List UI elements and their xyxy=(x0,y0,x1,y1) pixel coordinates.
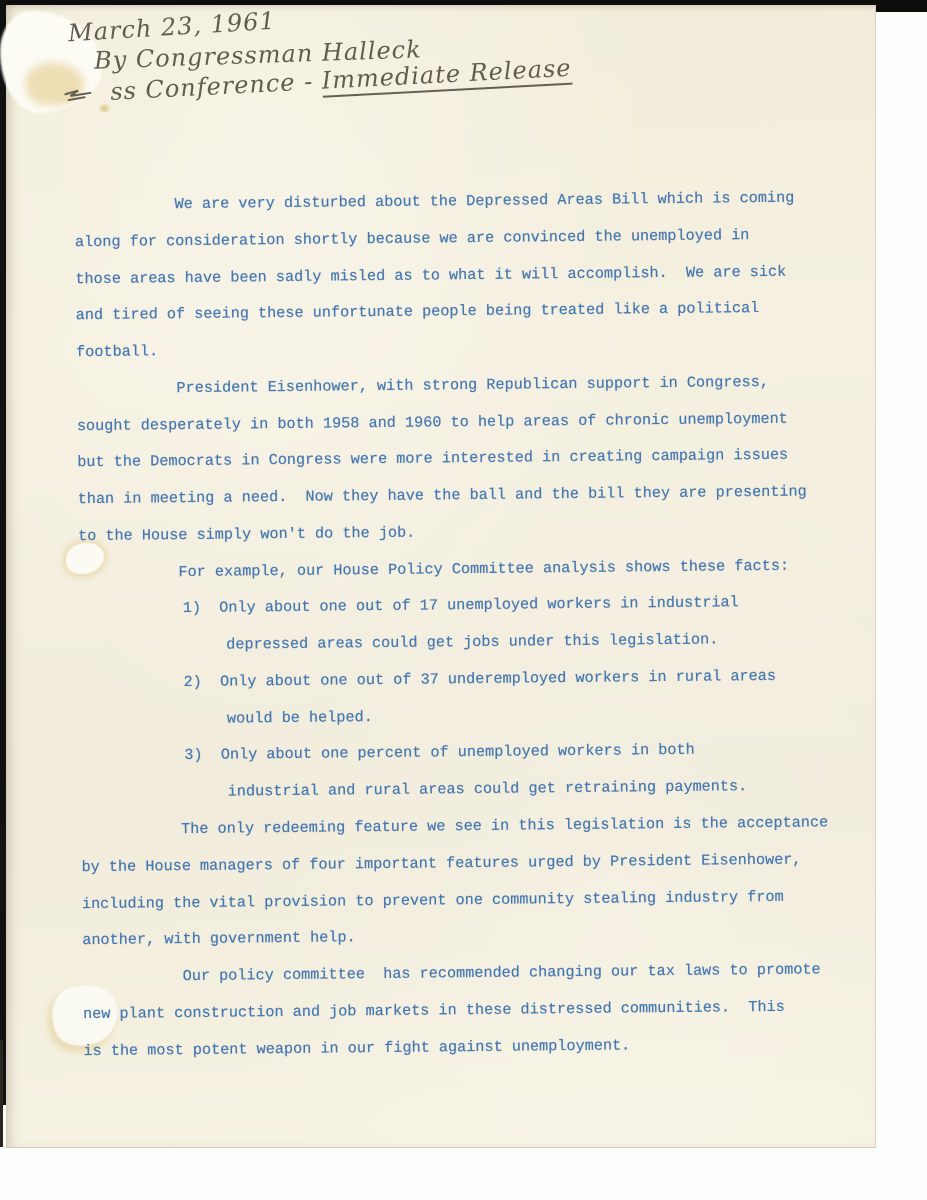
typed-line: sought desperately in both 1958 and 1960 to help areas of chronic unemployment xyxy=(76,409,788,435)
typed-line: those areas have been sadly misled as to what it will accomplish. We are sick xyxy=(75,262,787,288)
handwritten-date: March 23, 1961 xyxy=(67,6,277,48)
typed-line: 1) Only about one out of 17 unemployed workers in industrial xyxy=(182,593,739,618)
typed-line: The only redeeming feature we see in this legislation is the acceptance xyxy=(181,813,829,839)
typed-line: industrial and rural areas could get retraining payments. xyxy=(227,777,748,801)
typed-line: football. xyxy=(76,342,159,362)
typed-line: to the House simply won't do the job. xyxy=(77,523,416,546)
typed-line: and tired of seeing these unfortunate people being treated like a political xyxy=(75,299,760,325)
typed-line: including the vital provision to prevent one community stealing industry from xyxy=(81,887,784,913)
typed-line: 3) Only about one percent of unemployed workers in both xyxy=(184,741,695,765)
typed-line: along for consideration shortly because we are convinced the unemployed in xyxy=(74,225,750,251)
typed-body xyxy=(74,179,875,1070)
typed-line: by the House managers of four important features urged by President Eisenhower, xyxy=(81,850,802,876)
paper-sheet xyxy=(6,5,876,1148)
typed-line: 2) Only about one out of 37 underemployed workers in rural areas xyxy=(183,666,777,692)
typed-line: is the most potent weapon in our fight against unemployment. xyxy=(83,1036,631,1060)
typed-line: would be helped. xyxy=(226,707,373,728)
handwritten-release-prefix: ss Conference - xyxy=(109,66,323,106)
typed-line: depressed areas could get jobs under this legislation. xyxy=(226,630,719,654)
typed-line: We are very disturbed about the Depressed Areas Bill which is coming xyxy=(174,188,795,214)
typed-line: another, with government help. xyxy=(82,928,356,950)
typed-line: than in meeting a need. Now they have the ball and the bill they are presenting xyxy=(77,482,807,509)
typed-line: President Eisenhower, with strong Republican support in Congress, xyxy=(176,372,769,397)
scribble-mark xyxy=(64,86,107,104)
typed-line: new plant construction and job markets in these distressed communities. This xyxy=(82,997,785,1023)
handwritten-release-underlined: Immediate Release xyxy=(321,54,572,98)
typed-line: Our policy committee has recommended changing our tax laws to promote xyxy=(182,960,821,986)
typed-line: but the Democrats in Congress were more interested in creating campaign issues xyxy=(77,446,789,472)
scan-border-left-lower xyxy=(0,1040,3,1147)
typed-line: For example, our House Policy Committee analysis shows these facts: xyxy=(178,556,790,581)
handwritten-byline: By Congressman Halleck xyxy=(93,35,423,75)
